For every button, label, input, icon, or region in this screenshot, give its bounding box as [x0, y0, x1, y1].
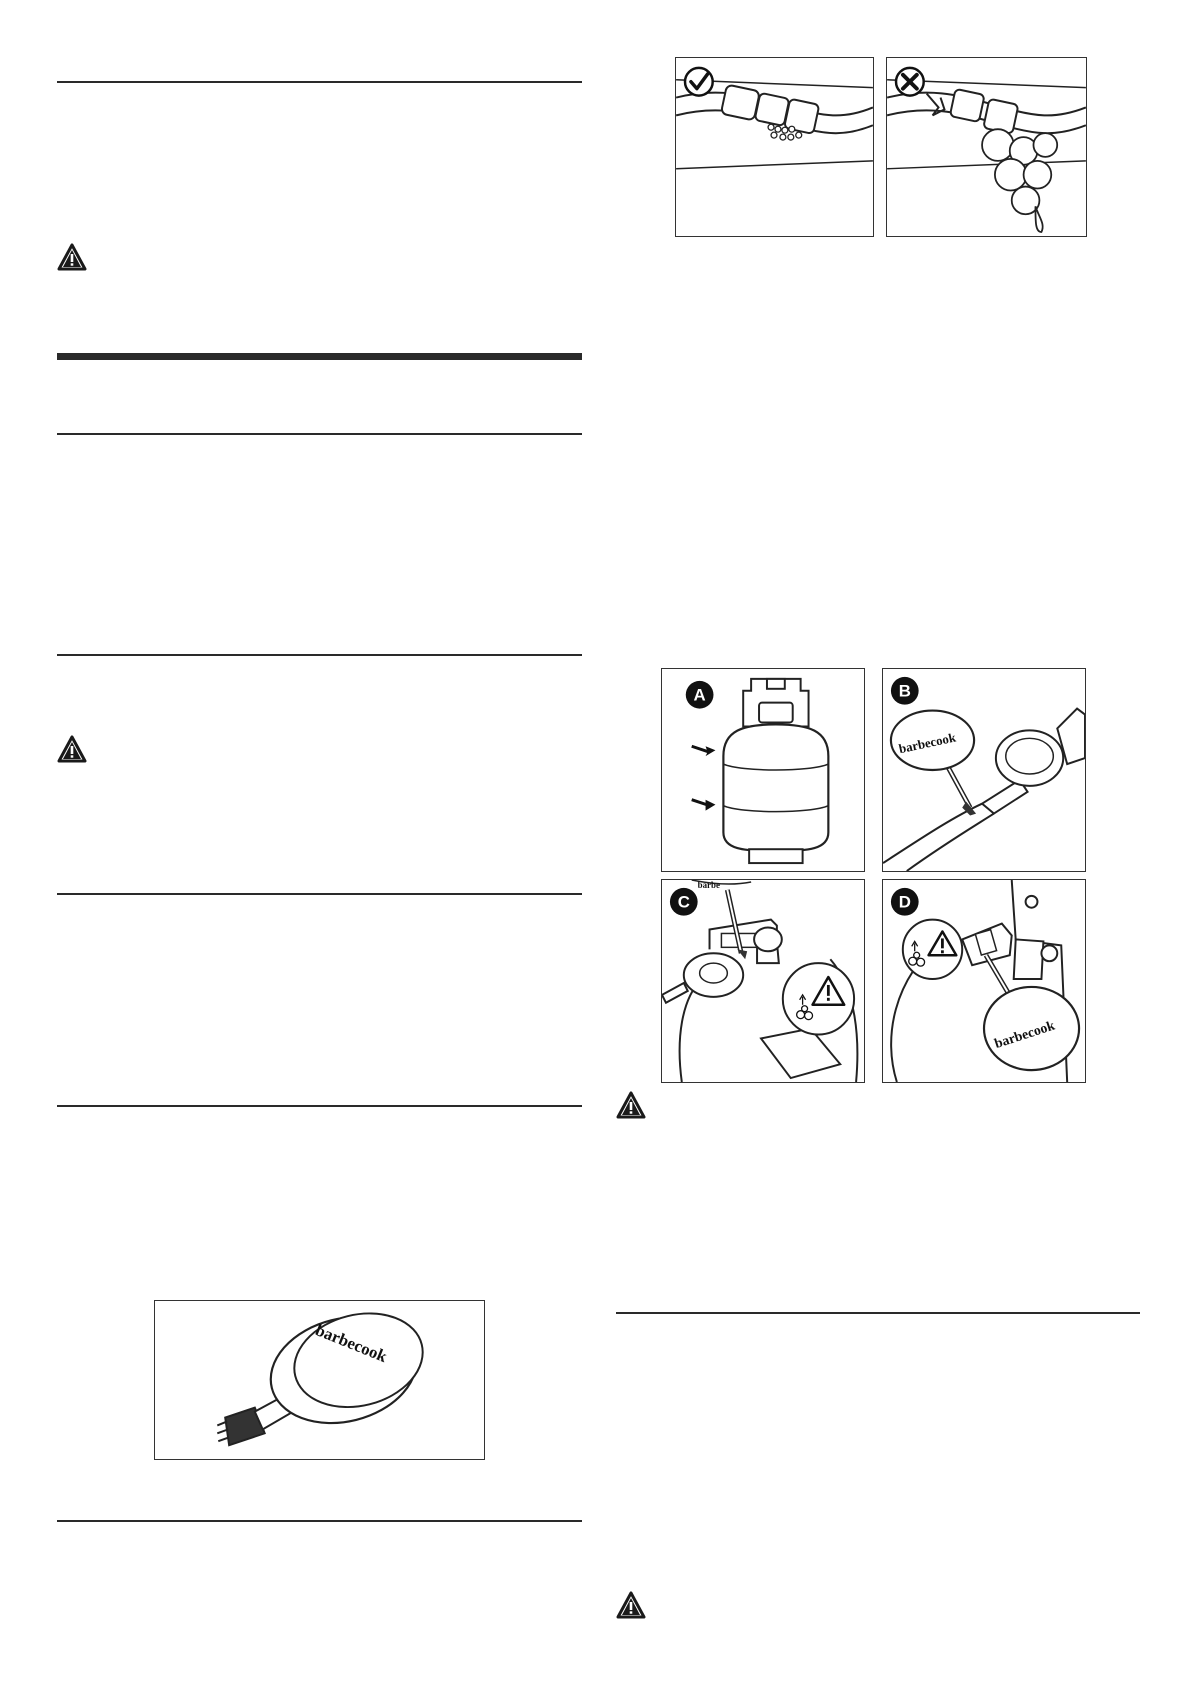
warning-triangle-icon [616, 1091, 646, 1119]
step-d-brand-logo: barbecook [992, 1017, 1057, 1052]
section-rule-5 [57, 1105, 582, 1107]
step-b-label: B [898, 681, 911, 701]
section-rule-4 [57, 893, 582, 895]
leak-bubbles-large [982, 129, 1057, 232]
step-c-figure [661, 879, 865, 1083]
step-c-label: C [677, 892, 690, 912]
step-d-figure [882, 879, 1086, 1083]
step-b-figure [882, 668, 1086, 872]
warning-triangle-icon [57, 243, 87, 271]
hose-leak-figure [886, 57, 1087, 237]
step-a-label: A [693, 685, 706, 705]
arrow-icon [692, 746, 716, 756]
section-rule-1 [57, 81, 582, 83]
step-a-figure [661, 668, 865, 872]
warning-triangle-icon [616, 1591, 646, 1619]
warning-triangle-icon [57, 735, 87, 763]
section-rule-6 [57, 1520, 582, 1522]
hose-ok-figure [675, 57, 874, 237]
section-rule-7 [616, 1312, 1140, 1314]
step-b-brand-logo: barbecook [897, 730, 958, 757]
section-rule-3 [57, 654, 582, 656]
chapter-rule [57, 353, 582, 360]
brush-figure [154, 1300, 485, 1460]
brush-brand-logo: barbecook [312, 1320, 390, 1367]
arrow-icon [692, 800, 716, 811]
step-d-label: D [898, 892, 911, 912]
section-rule-2 [57, 433, 582, 435]
step-c-brand-fragment: barbe [697, 880, 720, 890]
